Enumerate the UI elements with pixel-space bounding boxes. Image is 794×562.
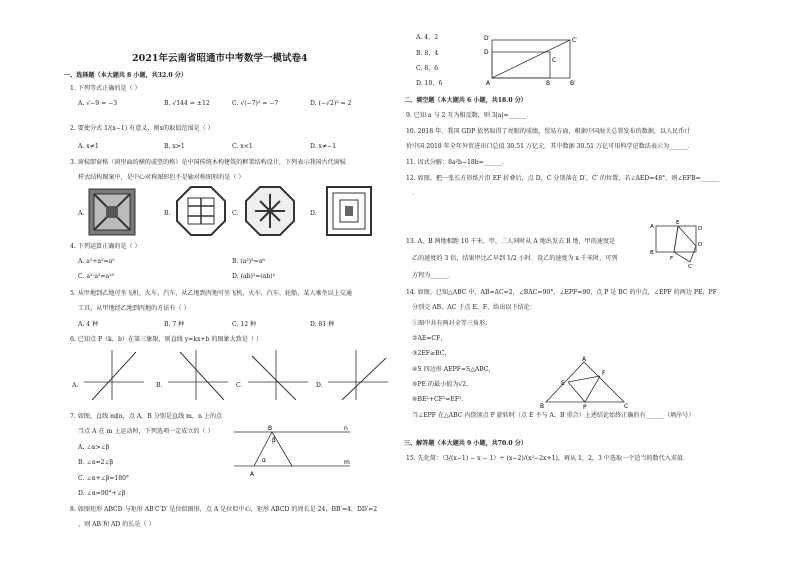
- q14-label-f: F: [602, 370, 606, 377]
- q12-line1: 12. 如图，把一张长方形纸片沿 EF 折叠后，点 D，C 分别落在 D′，C′ 的位置，若∠AED=48°，则∠EFB=______: [406, 175, 719, 182]
- q7-option-d: D. ∠α=90°+∠β: [78, 490, 126, 497]
- q6-graph-d: [326, 348, 390, 402]
- q1-stem: 1. 下列等式正确的是（ ）: [70, 85, 141, 92]
- q8-label-a: A: [486, 80, 491, 87]
- q8-stem-line1: 8. 如图矩形 ABCD 与矩形 AB′C′D′ 是位似图形，点 A 是位似中心，矩形 ABCD 的周长是 24，BB′=4，DD′=2: [70, 506, 378, 513]
- q1-option-c: C. √(−7)² = −7: [232, 100, 279, 107]
- q14-label-a: A: [582, 356, 587, 363]
- q14-conclusion-6: ⑥BE²+CF²=EF²．: [412, 396, 468, 403]
- q8-label-c: C: [552, 57, 557, 64]
- q8-label-c-prime: C′: [572, 37, 578, 44]
- q5-option-c: C. 12 种: [232, 321, 257, 328]
- page-title: 2021年云南省昭通市中考数学一模试卷4: [132, 53, 308, 64]
- q7-label-a: A: [250, 471, 255, 478]
- q3-stem-line1: 3. 窗棂即窗格（窗里面的横的或竖的格）是中国传统木构建筑的框架结构设计，下列表示我国古代窗棂: [70, 159, 346, 166]
- q14-label-b: B: [540, 403, 545, 410]
- q14-label-e: E: [561, 380, 565, 387]
- q8-rectangle-figure: [482, 32, 582, 88]
- right-column: [402, 0, 772, 562]
- q12-label-e: E: [676, 220, 680, 226]
- q9-text: 9. 已知 a 与 2 互为相反数，则 3|a|=______．: [406, 112, 533, 119]
- q12-label-d: D: [698, 226, 703, 232]
- q15-text: 15. 先化简：（3/(x−1) − x − 1）÷ (x−2)/(x²−2x+1)，再从 1，2，3 中选取一个适当的数代入求值．: [406, 455, 690, 462]
- q8-label-b-prime: B′: [570, 80, 576, 87]
- q13-line2: 乙的速度的 3 倍，结果甲比乙早到 1/2 小时．设乙的速度为 x 千米时，可列: [412, 255, 618, 262]
- q5-stem-line2: 工具，从甲地经乙地到丙地的方法有（ ）: [78, 305, 190, 312]
- q3-option-d: D.: [310, 210, 317, 217]
- q6-option-b: B.: [156, 382, 163, 389]
- q6-option-a: A.: [72, 382, 79, 389]
- q3-window-pattern-c: [245, 186, 295, 236]
- q14-line2: 分别交 AB、AC 于点 E、F，给出以下结论：: [412, 304, 536, 311]
- q3-stem-line2: 样式结构图案中，是中心对称图形但不是轴对称图形的是（ ）: [78, 174, 245, 181]
- q7-stem-line1: 7. 如图，直线 m∥n，点 A，B 分别是直线 m，n 上的点: [70, 413, 223, 420]
- q4-stem: 4. 下列运算正确的是（ ）: [70, 243, 141, 250]
- q8-option-a: A. 4，2: [416, 34, 439, 41]
- q4-option-d: D. (ab)²=(ab)²: [232, 273, 276, 280]
- q8-label-b: B: [546, 80, 551, 87]
- q12-label-f: F: [670, 256, 674, 262]
- q12-line2: ．: [412, 190, 419, 197]
- q3-window-pattern-d: [326, 186, 372, 236]
- q5-option-b: B. 7 种: [164, 321, 185, 328]
- q14-ending: 当∠EPF 在△ABC 内绕顶点 P 旋转时（点 E 不与 A、B 重合）上述结论始终正确的有______（填序号）: [412, 412, 695, 419]
- q6-graph-c: [246, 348, 310, 402]
- q3-window-pattern-b: [176, 186, 226, 236]
- q12-label-d-prime: D′: [698, 242, 704, 248]
- q13-line1: 13. A，B 两地相距 10 千米，甲、二人同时从 A 地出发去 B 地，甲的速度是: [406, 238, 616, 245]
- q12-label-a: A: [650, 224, 654, 230]
- q11-text: 11. 因式分解：8a²b−18b=______．: [406, 159, 509, 166]
- q6-option-c: C.: [236, 382, 243, 389]
- q5-stem-line1: 5. 从甲地到乙地可坐飞机、火车、汽车，从乙地到丙地可坐飞机、火车、汽车、轮船，某人乘坐以上交通: [70, 290, 352, 297]
- q7-label-n: n: [344, 425, 348, 432]
- q2-option-c: C. x<1: [232, 143, 253, 150]
- q8-label-d-prime: D′: [484, 35, 490, 42]
- q14-conclusion-3: ③2EF≥BC，: [412, 350, 451, 357]
- q6-stem: 6. 已知点 P（k，b）在第三象限，则直线 y=kx+b 的图象大致是（ ）: [70, 336, 263, 343]
- q14-conclusion-5: ⑤PE 的最小值为√2，: [412, 381, 473, 388]
- q1-option-d: D. (−√2)² = 2: [310, 100, 352, 107]
- section-solve: 三、解答题（本大题共 9 小题，共70.0 分）: [404, 440, 527, 447]
- q10-line2: 价中国 2018 年全年外贸进出口总值 30.51 万亿元。其中数据 30.51 万亿可用科学记数法表示为______．: [406, 143, 694, 150]
- q14-line1: 14. 如图，已知△ABC 中，AB=AC=2，∠BAC=90°，∠EPF=90，点 P 是 BC 的中点，∠EPF 的两边 PE、PF: [406, 289, 717, 296]
- q7-label-b: B: [268, 425, 273, 432]
- q14-label-c: C: [624, 403, 629, 410]
- q4-option-b: B. (a²)³=a⁶: [232, 258, 265, 265]
- q14-conclusion-4: ④S 四边形 AEPF=S△ABC，: [412, 366, 495, 373]
- q3-option-a: A.: [78, 210, 85, 217]
- q7-label-beta: β: [272, 437, 276, 444]
- q8-option-b: B. 8，4: [416, 50, 439, 57]
- q2-stem: 2. 要使分式 1/(x−1) 有意义，则x的取值范围是（ ）: [70, 125, 214, 132]
- q2-option-b: B. x>1: [164, 143, 185, 150]
- q14-triangle-figure: [538, 354, 632, 410]
- q7-label-alpha: α: [262, 457, 266, 464]
- q12-label-c-prime: C′: [688, 264, 694, 268]
- q10-line1: 10. 2018 年，我国 GDP 依然取得了亮眼的成绩。贸易方面，根据中国海关总署发布的数据，以人民币计: [406, 128, 691, 135]
- q8-option-d: D. 10，6: [416, 80, 443, 87]
- q5-option-d: D. 81 种: [310, 321, 335, 328]
- left-column: [60, 0, 430, 562]
- q2-option-a: A. x≠1: [78, 143, 99, 150]
- q5-option-a: A. 4 种: [78, 321, 99, 328]
- q3-option-c: C.: [232, 210, 239, 217]
- q7-stem-line2: 当点 A 在 m 上运动时，下列选项一定成立的（ ）: [78, 428, 214, 435]
- q4-option-a: A. a²+a³=a⁵: [78, 258, 115, 265]
- q14-conclusion-1: ①图中共有两对全等三角形；: [412, 320, 492, 327]
- section-fill-blank: 二、填空题（本大题共 6 小题，共18.0 分）: [404, 97, 527, 104]
- q14-conclusion-2: ②AE=CF，: [412, 335, 447, 342]
- q3-option-b: B.: [164, 210, 171, 217]
- q8-stem-line2: ，则 AB 和 AD 的长是（ ）: [78, 521, 155, 528]
- q12-label-b: B: [650, 250, 654, 256]
- section-choice: 一、选择题（本大题共 8 小题，共32.0 分）: [64, 72, 187, 79]
- q6-graph-a: [82, 348, 146, 402]
- q7-label-m: m: [344, 459, 350, 466]
- q7-option-a: A. ∠α>∠β: [78, 444, 110, 451]
- q8-label-d: D: [484, 49, 489, 56]
- q1-option-a: A. √−9 = −3: [78, 100, 118, 107]
- q4-option-c: C. a²·a⁵=a¹⁰: [78, 273, 115, 280]
- q8-option-c: C. 8，6: [416, 65, 439, 72]
- q6-graph-b: [166, 348, 230, 402]
- q7-option-b: B. ∠α=2∠β: [78, 459, 114, 466]
- q14-label-p: P: [583, 404, 587, 410]
- q6-option-d: D.: [316, 382, 323, 389]
- q13-line3: 方程为______．: [412, 272, 455, 279]
- q12-fold-figure: [648, 216, 706, 268]
- q3-window-pattern-a: [88, 188, 136, 236]
- q7-parallel-lines-figure: [232, 422, 354, 478]
- q7-option-c: C. ∠α+∠β=180°: [78, 475, 130, 482]
- q1-option-b: B. √144 = ±12: [164, 100, 210, 107]
- q2-option-d: D. x≠−1: [310, 143, 337, 150]
